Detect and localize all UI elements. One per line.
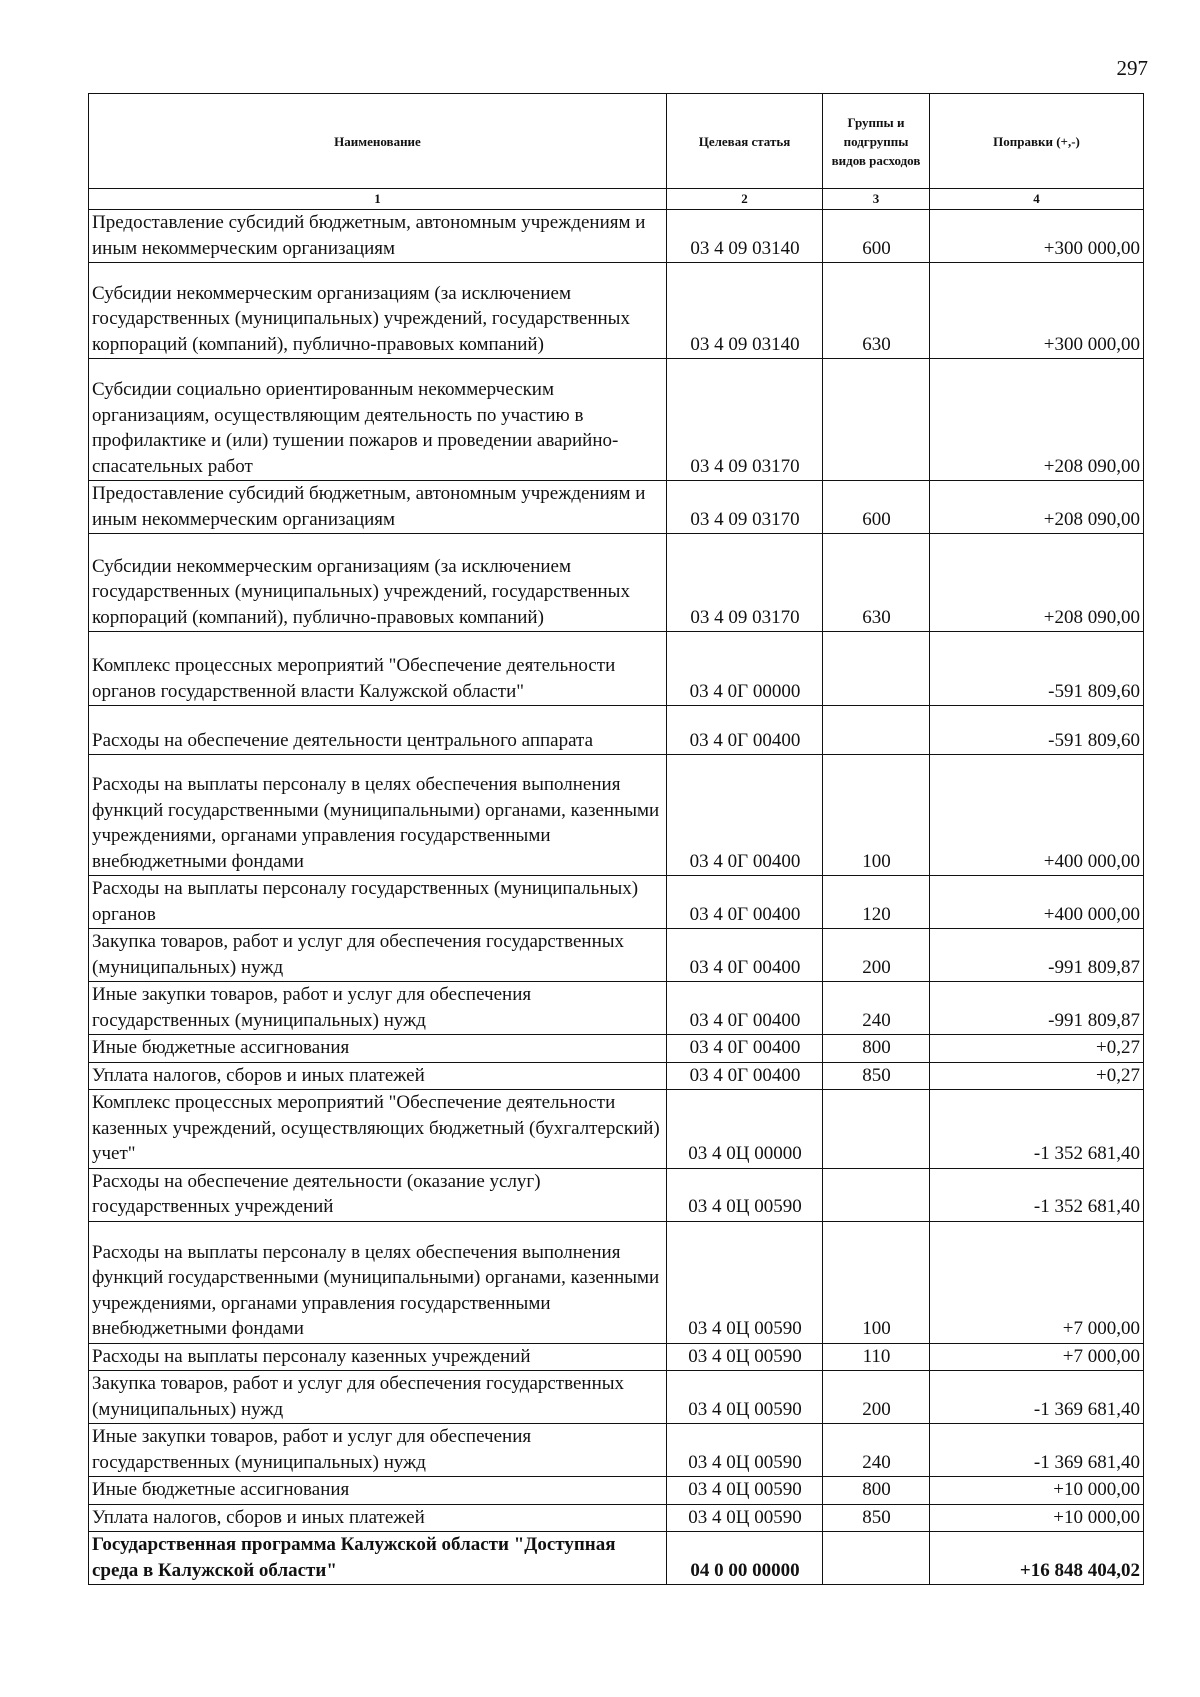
row-target-article-cell: 03 4 09 03140 [667,263,823,359]
table-row [89,632,1144,706]
row-amendment-cell: +300 000,00 [930,263,1144,359]
row-name-cell: Субсидии некоммерческим организациям (за исключением государственных (муниципальных) учреждений, государственных корпораций (компаний), публично-правовых компаний) [89,534,667,632]
row-name-cell: Расходы на обеспечение деятельности (оказание услуг) государственных учреждений [89,1168,667,1221]
row-name-cell: Расходы на выплаты персоналу государственных (муниципальных) органов [89,876,667,929]
table-row [89,755,1144,876]
table-row [89,481,1144,534]
table-column-numbers-row [89,189,1144,210]
row-name-cell: Комплекс процессных мероприятий "Обеспечение деятельности казенных учреждений, осуществляющих бюджетный (бухгалтерский) учет" [89,1090,667,1169]
row-name-cell: Субсидии социально ориентированным некоммерческим организациям, осуществляющим деятельность по участию в профилактике и (или) тушении пожаров и проведении аварийно-спасательных работ [89,359,667,481]
table-row [89,1424,1144,1477]
row-amendment-cell: -991 809,87 [930,982,1144,1035]
row-amendment-cell: +208 090,00 [930,534,1144,632]
row-amendment-cell: -591 809,60 [930,632,1144,706]
row-expense-group-cell [823,1168,930,1221]
row-name-cell: Расходы на обеспечение деятельности центрального аппарата [89,706,667,755]
row-target-article-cell: 03 4 09 03140 [667,210,823,263]
row-target-article-cell: 03 4 0Г 00400 [667,706,823,755]
row-target-article-cell: 03 4 0Г 00000 [667,632,823,706]
row-amendment-cell: +300 000,00 [930,210,1144,263]
row-expense-group-cell [823,706,930,755]
column-number: 1 [89,189,667,210]
row-target-article-cell: 03 4 09 03170 [667,534,823,632]
row-amendment-cell: -1 369 681,40 [930,1371,1144,1424]
row-expense-group-cell [823,1532,930,1585]
table-row [89,359,1144,481]
row-expense-group-cell: 240 [823,982,930,1035]
table-row [89,1168,1144,1221]
column-number: 4 [930,189,1144,210]
row-amendment-cell: +208 090,00 [930,359,1144,481]
table-row [89,1090,1144,1169]
row-expense-group-cell: 200 [823,1371,930,1424]
row-amendment-cell: +400 000,00 [930,876,1144,929]
table-row [89,706,1144,755]
row-expense-group-cell: 630 [823,534,930,632]
row-amendment-cell: +208 090,00 [930,481,1144,534]
row-amendment-cell: +10 000,00 [930,1477,1144,1505]
table-row [89,1477,1144,1505]
row-name-cell: Иные бюджетные ассигнования [89,1477,667,1505]
row-target-article-cell: 03 4 0Ц 00590 [667,1371,823,1424]
row-name-cell: Иные закупки товаров, работ и услуг для обеспечения государственных (муниципальных) нужд [89,1424,667,1477]
row-amendment-cell: +10 000,00 [930,1504,1144,1532]
row-amendment-cell: -591 809,60 [930,706,1144,755]
row-target-article-cell: 03 4 0Г 00400 [667,755,823,876]
row-name-cell: Расходы на выплаты персоналу казенных учреждений [89,1343,667,1371]
table-row [89,982,1144,1035]
row-target-article-cell: 03 4 0Г 00400 [667,929,823,982]
table-row [89,210,1144,263]
table-row [89,1343,1144,1371]
row-name-cell: Закупка товаров, работ и услуг для обеспечения государственных (муниципальных) нужд [89,929,667,982]
row-expense-group-cell: 200 [823,929,930,982]
row-name-cell: Расходы на выплаты персоналу в целях обеспечения выполнения функций государственными (муниципальными) органами, казенными учреждениями, органами управления государственными внебюджетными фондами [89,755,667,876]
row-name-cell: Уплата налогов, сборов и иных платежей [89,1062,667,1090]
header-amendments: Поправки (+,-) [930,94,1144,189]
row-amendment-cell: +0,27 [930,1062,1144,1090]
row-expense-group-cell: 100 [823,755,930,876]
table-row [89,929,1144,982]
row-target-article-cell: 03 4 09 03170 [667,481,823,534]
row-amendment-cell: -1 369 681,40 [930,1424,1144,1477]
row-expense-group-cell [823,1090,930,1169]
row-expense-group-cell: 850 [823,1062,930,1090]
row-name-cell: Иные бюджетные ассигнования [89,1035,667,1063]
row-expense-group-cell: 100 [823,1221,930,1343]
row-expense-group-cell: 120 [823,876,930,929]
row-expense-group-cell: 600 [823,481,930,534]
column-number: 3 [823,189,930,210]
row-amendment-cell: -991 809,87 [930,929,1144,982]
row-name-cell: Комплекс процессных мероприятий "Обеспечение деятельности органов государственной власти Калужской области" [89,632,667,706]
row-name-cell: Предоставление субсидий бюджетным, автономным учреждениям и иным некоммерческим организациям [89,210,667,263]
row-expense-group-cell: 850 [823,1504,930,1532]
row-target-article-cell: 03 4 0Ц 00590 [667,1221,823,1343]
row-target-article-cell: 03 4 0Ц 00590 [667,1477,823,1505]
row-name-cell: Уплата налогов, сборов и иных платежей [89,1504,667,1532]
row-amendment-cell: +7 000,00 [930,1221,1144,1343]
column-number: 2 [667,189,823,210]
row-target-article-cell: 03 4 0Г 00400 [667,1035,823,1063]
row-target-article-cell: 03 4 0Ц 00590 [667,1343,823,1371]
table-row [89,263,1144,359]
row-name-cell: Предоставление субсидий бюджетным, автономным учреждениям и иным некоммерческим организациям [89,481,667,534]
row-expense-group-cell [823,359,930,481]
table-row [89,534,1144,632]
row-target-article-cell: 03 4 0Ц 00000 [667,1090,823,1169]
row-target-article-cell: 03 4 09 03170 [667,359,823,481]
table-header-row [89,94,1144,189]
row-target-article-cell: 03 4 0Ц 00590 [667,1168,823,1221]
row-amendment-cell: +7 000,00 [930,1343,1144,1371]
table-body [89,210,1144,1585]
row-name-cell: Государственная программа Калужской области "Доступная среда в Калужской области" [89,1532,667,1585]
table-row [89,1532,1144,1585]
row-name-cell: Расходы на выплаты персоналу в целях обеспечения выполнения функций государственными (муниципальными) органами, казенными учреждениями, органами управления государственными внебюджетными фондами [89,1221,667,1343]
header-target-article: Целевая статья [667,94,823,189]
row-expense-group-cell: 800 [823,1035,930,1063]
row-target-article-cell: 03 4 0Г 00400 [667,982,823,1035]
row-target-article-cell: 03 4 0Г 00400 [667,1062,823,1090]
row-name-cell: Субсидии некоммерческим организациям (за исключением государственных (муниципальных) учреждений, государственных корпораций (компаний), публично-правовых компаний) [89,263,667,359]
row-expense-group-cell: 600 [823,210,930,263]
row-expense-group-cell [823,632,930,706]
row-expense-group-cell: 630 [823,263,930,359]
row-target-article-cell: 03 4 0Ц 00590 [667,1424,823,1477]
table-row [89,1062,1144,1090]
row-target-article-cell: 03 4 0Г 00400 [667,876,823,929]
row-name-cell: Закупка товаров, работ и услуг для обеспечения государственных (муниципальных) нужд [89,1371,667,1424]
table-row [89,1035,1144,1063]
row-amendment-cell: +0,27 [930,1035,1144,1063]
page-number: 297 [1116,56,1148,80]
budget-table [88,93,1144,1585]
row-target-article-cell: 04 0 00 00000 [667,1532,823,1585]
row-name-cell: Иные закупки товаров, работ и услуг для обеспечения государственных (муниципальных) нужд [89,982,667,1035]
row-expense-group-cell: 240 [823,1424,930,1477]
row-amendment-cell: +400 000,00 [930,755,1144,876]
row-expense-group-cell: 110 [823,1343,930,1371]
table-row [89,1504,1144,1532]
table-row [89,876,1144,929]
row-amendment-cell: -1 352 681,40 [930,1090,1144,1169]
table-row [89,1371,1144,1424]
header-name: Наименование [89,94,667,189]
row-amendment-cell: -1 352 681,40 [930,1168,1144,1221]
row-target-article-cell: 03 4 0Ц 00590 [667,1504,823,1532]
row-amendment-cell: +16 848 404,02 [930,1532,1144,1585]
table-row [89,1221,1144,1343]
header-expense-groups: Группы и подгруппы видов расходов [823,94,930,189]
row-expense-group-cell: 800 [823,1477,930,1505]
